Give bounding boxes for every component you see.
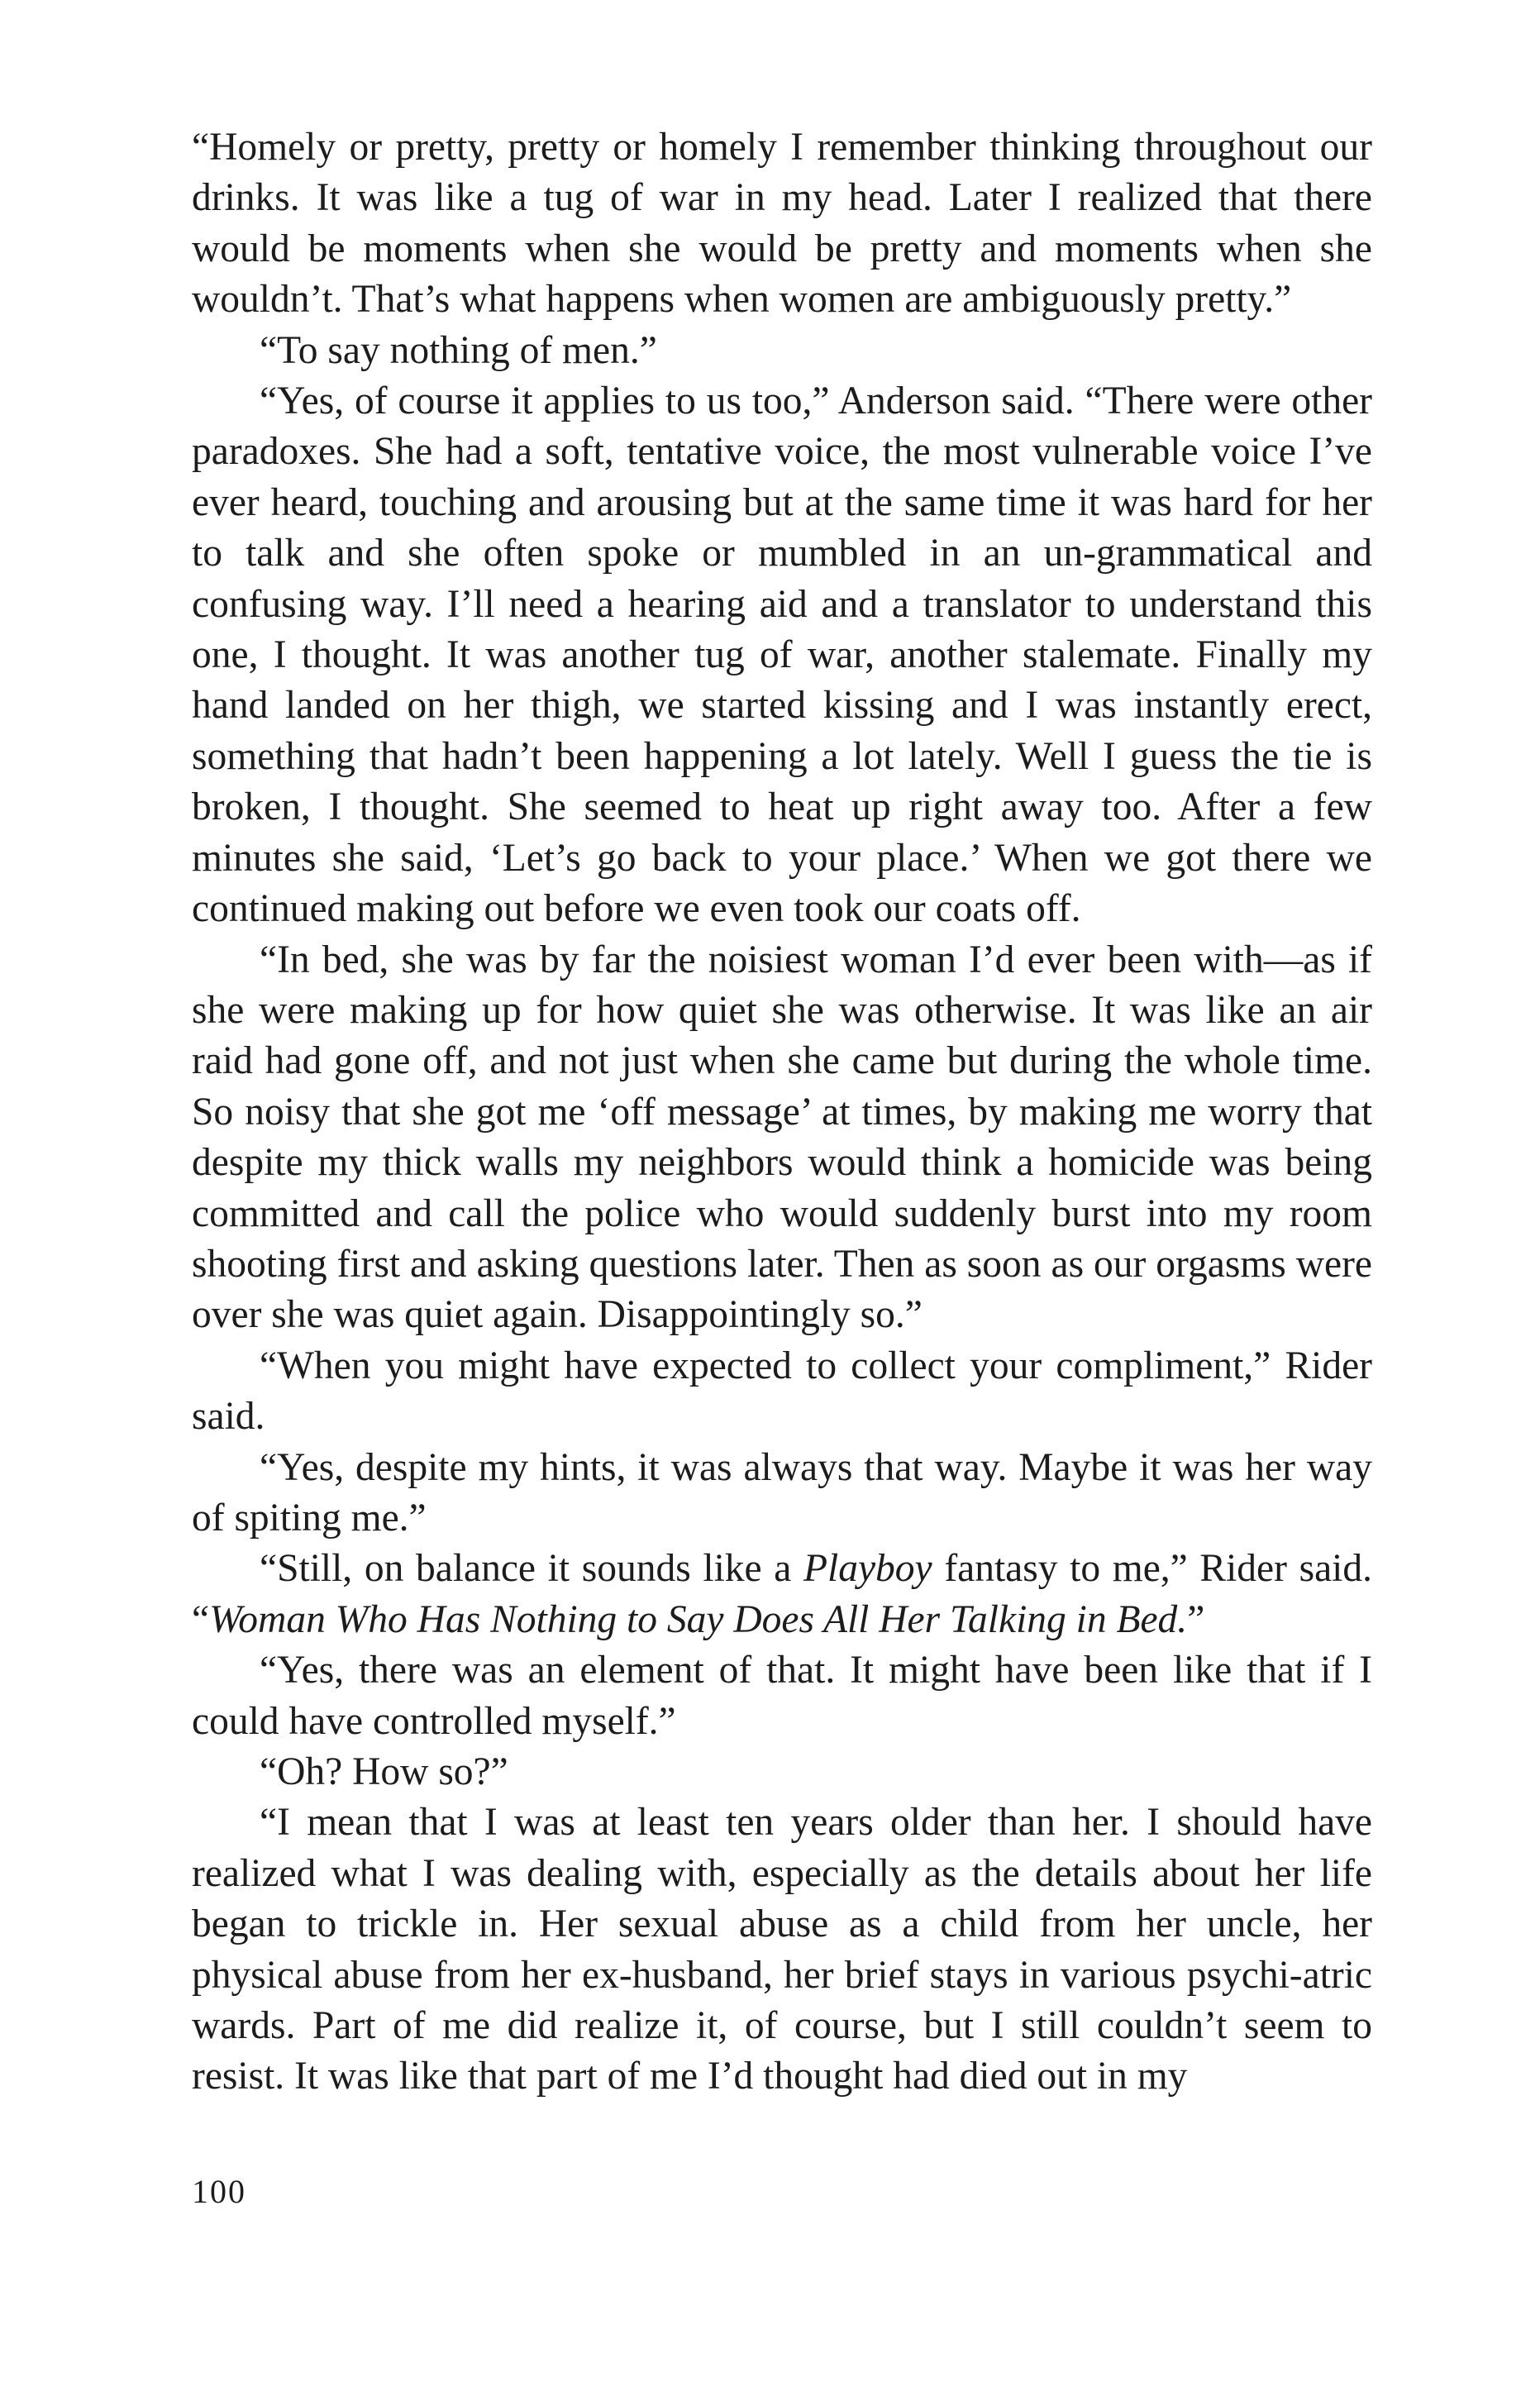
paragraph xyxy=(192,326,1372,376)
paragraph xyxy=(192,376,1372,934)
italic-title: Woman Who Has Nothing to Say Does All Her Talking in Bed. xyxy=(209,1597,1188,1641)
paragraph xyxy=(192,1544,1372,1645)
italic-title: Playboy xyxy=(803,1547,932,1591)
text-run: “Yes, despite my hints, it was always that way. Maybe it was her way of spiting me.” xyxy=(192,1445,1372,1540)
text-run: “To say nothing of men.” xyxy=(260,328,657,372)
text-run: “Oh? How so?” xyxy=(260,1750,508,1793)
text-run: “Still, on balance it sounds like a xyxy=(260,1547,804,1591)
paragraph xyxy=(192,1797,1372,2102)
text-run: “Homely or pretty, pretty or homely I remember thinking throughout our drinks. It was like a tug of war in my head. Later I realized that there would be moments when she would be pretty and moments when she wouldn’t. That’s what happens when women are ambiguously pretty.” xyxy=(192,126,1372,322)
text-run: “When you might have expected to collect your compliment,” Rider said. xyxy=(192,1344,1372,1439)
paragraph xyxy=(192,1443,1372,1544)
paragraph xyxy=(192,1341,1372,1443)
body-text xyxy=(192,122,1372,2103)
paragraph xyxy=(192,1747,1372,1797)
text-run: ” xyxy=(1187,1597,1205,1641)
paragraph xyxy=(192,122,1372,326)
page-number: 100 xyxy=(192,2173,246,2210)
text-run: “Yes, of course it applies to us too,” Anderson said. “There were other paradoxes. She had a soft, tentative voice, the most vulnerable voice I’ve ever heard, touching and arousing but at the same time it was hard for her to talk and she often spoke or mumbled in an un-grammatical and confusing way. I’ll need a hearing aid and a translator to understand this one, I thought. It was another tug of war, another stalemate. Finally my hand landed on her thigh, we started kissing and I was instantly erect, something that hadn’t been happening a lot lately. Well I guess the tie is broken, I thought. She seemed to heat up right away too. After a few minutes she said, ‘Let’s go back to your place.’ When we got there we continued making out before we even took our coats off. xyxy=(192,380,1372,931)
text-run: fantasy to me,” Rider said. “ xyxy=(192,1547,1372,1641)
text-run: “In bed, she was by far the noisiest woman I’d ever been with—as if she were making up for how quiet she was otherwise. It was like an air raid had gone off, and not just when she came but during the whole time. So noisy that she got me ‘off message’ at times, by making me worry that despite my thick walls my neighbors would think a homicide was being committed and call the police who would suddenly burst into my room shooting first and asking questions later. Then as soon as our orgasms were over she was quiet again. Disappointingly so.” xyxy=(192,938,1372,1337)
text-run: “I mean that I was at least ten years older than her. I should have realized what I was dealing with, especially as the details about her life began to trickle in. Her sexual abuse as a child from her uncle, her physical abuse from her ex-husband, her brief stays in various psychi-atric wards. Part of me did realize it, of course, but I still couldn’t seem to resist. It was like that part of me I’d thought had died out in my xyxy=(192,1801,1372,2098)
text-run: “Yes, there was an element of that. It might have been like that if I could have controlled myself.” xyxy=(192,1649,1372,1743)
paragraph xyxy=(192,1645,1372,1747)
paragraph xyxy=(192,935,1372,1341)
